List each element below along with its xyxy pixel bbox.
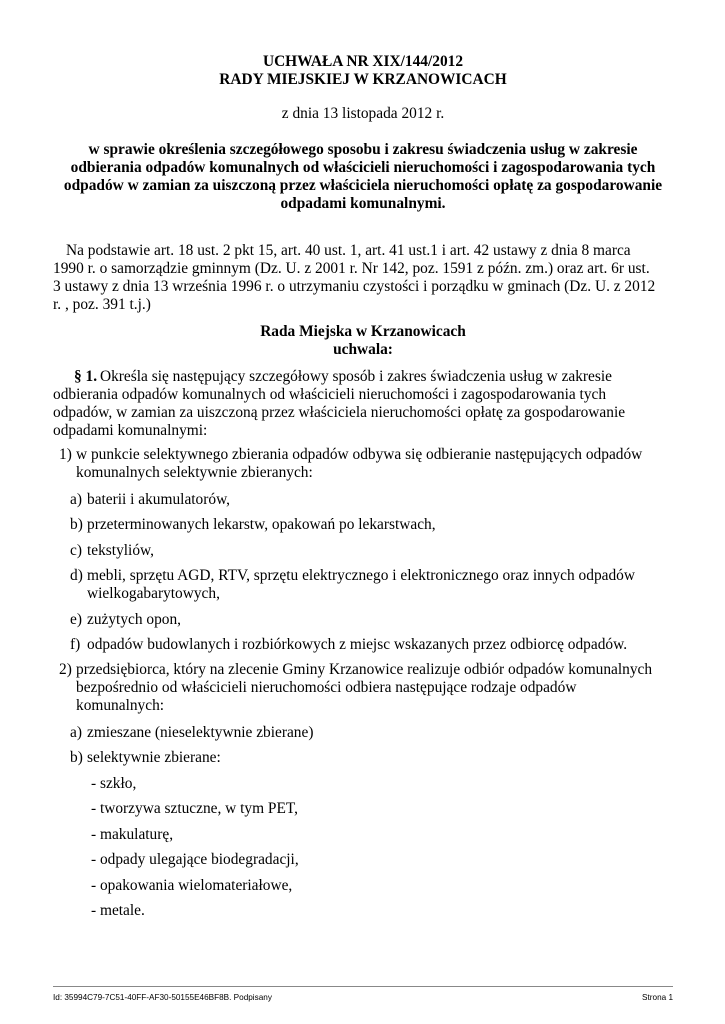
dash-item: - makulaturę, xyxy=(91,826,174,843)
section-marker: § 1. xyxy=(74,368,98,385)
point-line: komunalnych: xyxy=(76,697,165,714)
point-line: przedsiębiorca, który na zlecenie Gminy Krzanowice realizuje odbiór odpadów komunalnych xyxy=(76,661,653,678)
dash-item: - tworzywa sztuczne, w tym PET, xyxy=(91,800,298,817)
subject-line: w sprawie określenia szczegółowego sposobu i zakresu świadczenia usług w zakresie xyxy=(88,141,638,158)
list-item: wielkogabarytowych, xyxy=(87,585,220,602)
resolution-title: UCHWAŁA NR XIX/144/2012 xyxy=(262,53,464,70)
list-item-letter: b) xyxy=(70,516,83,533)
list-item: zużytych opon, xyxy=(87,611,182,628)
dash-item: - odpady ulegające biodegradacji, xyxy=(91,851,299,868)
point-line: w punkcie selektywnego zbierania odpadów odbywa się odbieranie następujących odpadów xyxy=(76,446,643,463)
list-item: przeterminowanych lekarstw, opakowań po lekarstwach, xyxy=(87,516,436,533)
resolution-date: z dnia 13 listopada 2012 r. xyxy=(281,105,445,122)
list-item-letter: d) xyxy=(70,567,83,584)
point-number: 1) xyxy=(59,446,72,463)
point-line: komunalnych selektywnie zbieranych: xyxy=(76,464,313,481)
section-line: Określa się następujący szczegółowy sposób i zakres świadczenia usług w zakresie xyxy=(100,368,612,385)
list-item-letter: f) xyxy=(70,636,81,653)
subject-line: odbierania odpadów komunalnych od właścicieli nieruchomości i zagospodarowania tych xyxy=(70,159,656,176)
point-line: bezpośrednio od właścicieli nieruchomości odbiera następujące rodzaje odpadów xyxy=(76,679,577,696)
list-item-letter: e) xyxy=(70,611,82,628)
preamble-line: Na podstawie art. 18 ust. 2 pkt 15, art. 40 ust. 1, art. 41 ust.1 i art. 42 ustawy z dnia 8 marca xyxy=(66,242,631,259)
list-item-letter: b) xyxy=(70,749,83,766)
section-line: odpadów, w zamian za uiszczoną przez właściciela nieruchomości opłatę za gospodarowanie xyxy=(53,404,626,421)
dash-item: - metale. xyxy=(91,902,145,919)
preamble-line: 1990 r. o samorządzie gminnym (Dz. U. z 2001 r. Nr 142, poz. 1591 z późn. zm.) oraz art. 6r ust. xyxy=(53,260,650,277)
page-number: Strona 1 xyxy=(642,993,673,1002)
list-item: zmieszane (nieselektywnie zbierane) xyxy=(87,724,314,741)
dash-item: - opakowania wielomateriałowe, xyxy=(91,877,293,894)
document-id: Id: 35994C79-7C51-40FF-AF30-50155E46BF8B. Podpisany xyxy=(53,993,272,1002)
list-item: selektywnie zbierane: xyxy=(87,749,221,766)
list-item-letter: c) xyxy=(70,542,82,559)
council-heading: Rada Miejska w Krzanowicach xyxy=(260,323,466,340)
footer-divider xyxy=(53,986,673,987)
section-line: odbierania odpadów komunalnych od właścicieli nieruchomości i zagospodarowania tych xyxy=(53,386,607,403)
section-line: odpadami komunalnymi: xyxy=(53,422,208,439)
subject-line: odpadami komunalnymi. xyxy=(280,195,446,212)
preamble-line: r. , poz. 391 t.j.) xyxy=(53,296,151,313)
list-item-letter: a) xyxy=(70,724,82,741)
list-item: baterii i akumulatorów, xyxy=(87,491,231,508)
subject-line: odpadów w zamian za uiszczoną przez właściciela nieruchomości opłatę za gospodarowanie xyxy=(63,177,663,194)
council-name-title: RADY MIEJSKIEJ W KRZANOWICACH xyxy=(219,71,507,88)
resolves-heading: uchwala: xyxy=(333,341,393,358)
point-number: 2) xyxy=(59,661,72,678)
preamble-line: 3 ustawy z dnia 13 września 1996 r. o utrzymaniu czystości i porządku w gminach (Dz. U. z 2012 xyxy=(53,278,656,295)
list-item: tekstyliów, xyxy=(87,542,154,559)
list-item: odpadów budowlanych i rozbiórkowych z miejsc wskazanych przez odbiorcę odpadów. xyxy=(87,636,628,653)
list-item: mebli, sprzętu AGD, RTV, sprzętu elektrycznego i elektronicznego oraz innych odpadów xyxy=(87,567,635,584)
list-item-letter: a) xyxy=(70,491,82,508)
dash-item: - szkło, xyxy=(91,775,137,792)
